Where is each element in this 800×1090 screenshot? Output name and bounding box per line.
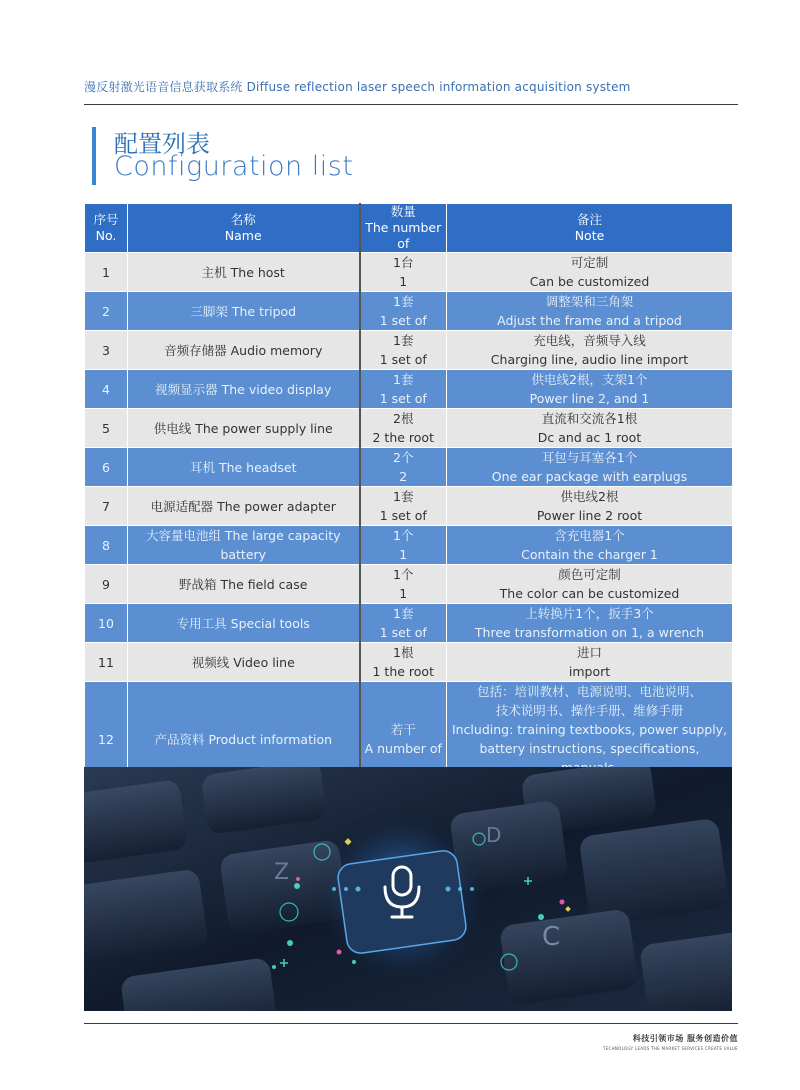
key-label-z: Z xyxy=(274,860,290,885)
item-name: 野战箱 The field case xyxy=(128,565,360,604)
quantity-line: 1个 xyxy=(393,528,414,543)
item-quantity xyxy=(360,565,447,604)
quantity-line: 2 the root xyxy=(372,430,434,445)
quantity-line: 1个 xyxy=(393,567,414,582)
quantity-line: 1 xyxy=(399,586,408,601)
quantity-line: 1 set of xyxy=(379,625,427,640)
table-row xyxy=(85,370,733,409)
row-number: 10 xyxy=(85,604,128,643)
item-note xyxy=(447,448,733,487)
header-quantity: 数量 The number of xyxy=(360,204,447,253)
document-header: 漫反射激光语音信息获取系统 Diffuse reflection laser speech information acquisition system xyxy=(84,80,631,94)
table-row xyxy=(85,643,733,682)
item-name: 供电线 The power supply line xyxy=(128,409,360,448)
item-quantity xyxy=(360,643,447,682)
table-row xyxy=(85,331,733,370)
quantity-line: 1 set of xyxy=(379,313,427,328)
item-quantity xyxy=(360,331,447,370)
item-name: 三脚架 The tripod xyxy=(128,292,360,331)
quantity-line: 1 set of xyxy=(379,391,427,406)
row-number: 11 xyxy=(85,643,128,682)
configuration-table xyxy=(84,203,733,797)
item-note xyxy=(447,604,733,643)
note-line: 包括：培训教材、电源说明、电池说明、 xyxy=(476,684,702,699)
item-quantity xyxy=(360,448,447,487)
row-number: 12 xyxy=(85,682,128,797)
note-line: 耳包与耳塞各1个 xyxy=(541,450,638,465)
note-line: 供电线2根 xyxy=(560,489,619,504)
header-name: 名称 Name xyxy=(128,204,360,253)
item-quantity xyxy=(360,409,447,448)
note-line: 调整架和三角架 xyxy=(545,294,634,309)
item-note xyxy=(447,643,733,682)
header-divider xyxy=(84,104,738,105)
note-line: 技术说明书、操作手册、维修手册 xyxy=(495,703,684,718)
row-number: 4 xyxy=(85,370,128,409)
item-note xyxy=(447,409,733,448)
note-line: battery instructions, specifications, xyxy=(479,741,700,756)
table-row xyxy=(85,487,733,526)
table-row xyxy=(85,292,733,331)
item-name: 产品资料 Product information xyxy=(128,682,360,797)
item-name: 专用工具 Special tools xyxy=(128,604,360,643)
table-row xyxy=(85,253,733,292)
quantity-line: 2 xyxy=(399,469,408,484)
item-note xyxy=(447,253,733,292)
quantity-line: 1 xyxy=(399,274,408,289)
row-number: 2 xyxy=(85,292,128,331)
item-note xyxy=(447,331,733,370)
quantity-line: 1套 xyxy=(393,489,414,504)
item-name: 电源适配器 The power adapter xyxy=(128,487,360,526)
item-note xyxy=(447,370,733,409)
quantity-line: 1 set of xyxy=(379,508,427,523)
note-line: Charging line, audio line import xyxy=(490,352,689,367)
item-note xyxy=(447,565,733,604)
note-line: Including: training textbooks, power supply, xyxy=(451,722,728,737)
note-line: 供电线2根，支架1个 xyxy=(531,372,648,387)
row-number: 1 xyxy=(85,253,128,292)
keyboard-microphone-photo xyxy=(84,767,732,1011)
note-line: Contain the charger 1 xyxy=(521,547,658,562)
header-no: 序号 No. xyxy=(85,204,128,253)
quantity-line: 1套 xyxy=(393,294,414,309)
item-quantity xyxy=(360,253,447,292)
note-line: 上转换片1个，扳手3个 xyxy=(525,606,654,621)
section-title-en: Configuration list xyxy=(114,151,354,182)
item-quantity xyxy=(360,526,447,565)
table-row xyxy=(85,604,733,643)
item-name: 耳机 The headset xyxy=(128,448,360,487)
note-line: Can be customized xyxy=(529,274,650,289)
item-name: 视频显示器 The video display xyxy=(128,370,360,409)
table-row xyxy=(85,448,733,487)
quantity-line: 1套 xyxy=(393,333,414,348)
item-quantity xyxy=(360,604,447,643)
item-quantity xyxy=(360,292,447,331)
table-row xyxy=(85,526,733,565)
note-line: Adjust the frame and a tripod xyxy=(497,313,682,328)
item-note xyxy=(447,292,733,331)
quantity-line: 1套 xyxy=(393,606,414,621)
photo-illustration xyxy=(84,767,732,1011)
footer-slogan-cn: 科技引领市场 服务创造价值 xyxy=(632,1034,738,1043)
quantity-line: 2根 xyxy=(393,411,414,426)
note-line: import xyxy=(568,664,611,679)
table-header-row xyxy=(85,204,733,253)
row-number: 7 xyxy=(85,487,128,526)
row-number: 3 xyxy=(85,331,128,370)
quantity-line: 2个 xyxy=(393,450,414,465)
item-name: 音频存储器 Audio memory xyxy=(128,331,360,370)
quantity-line: A number of xyxy=(364,741,442,756)
item-name: 主机 The host xyxy=(128,253,360,292)
note-line: One ear package with earplugs xyxy=(491,469,688,484)
row-number: 6 xyxy=(85,448,128,487)
note-line: 含充电器1个 xyxy=(554,528,625,543)
note-line: 可定制 xyxy=(570,255,609,270)
key-label-c: C xyxy=(542,922,561,952)
quantity-line: 1 the root xyxy=(372,664,434,679)
quantity-line: 1套 xyxy=(393,372,414,387)
item-quantity xyxy=(360,370,447,409)
note-line: 直流和交流各1根 xyxy=(541,411,638,426)
footer-divider xyxy=(84,1023,738,1024)
item-name: 视频线 Video line xyxy=(128,643,360,682)
note-line: Three transformation on 1, a wrench xyxy=(474,625,705,640)
note-line: 充电线，音频导入线 xyxy=(533,333,646,348)
note-line: 进口 xyxy=(576,645,602,660)
note-line: The color can be customized xyxy=(499,586,680,601)
section-title-cn: 配置列表 xyxy=(114,130,210,158)
quantity-line: 1 set of xyxy=(379,352,427,367)
item-quantity xyxy=(360,487,447,526)
note-line: Power line 2, and 1 xyxy=(529,391,650,406)
table-row xyxy=(85,565,733,604)
quantity-line: 1 xyxy=(399,547,408,562)
key-label-d: D xyxy=(486,823,502,847)
row-number: 5 xyxy=(85,409,128,448)
header-note: 备注 Note xyxy=(447,204,733,253)
item-name: 大容量电池组 The large capacity battery xyxy=(128,526,360,565)
title-accent-bar xyxy=(92,127,96,185)
item-note xyxy=(447,487,733,526)
row-number: 8 xyxy=(85,526,128,565)
item-note xyxy=(447,526,733,565)
quantity-line: 1根 xyxy=(393,645,414,660)
quantity-line: 1台 xyxy=(393,255,414,270)
note-line: Dc and ac 1 root xyxy=(537,430,642,445)
row-number: 9 xyxy=(85,565,128,604)
quantity-line: 若干 xyxy=(390,722,416,737)
table-row xyxy=(85,409,733,448)
note-line: 颜色可定制 xyxy=(558,567,621,582)
footer-slogan-en: TECHNOLOGY LEADS THE MARKET SERVICES CREATE VALUE xyxy=(602,1046,738,1051)
note-line: Power line 2 root xyxy=(536,508,643,523)
